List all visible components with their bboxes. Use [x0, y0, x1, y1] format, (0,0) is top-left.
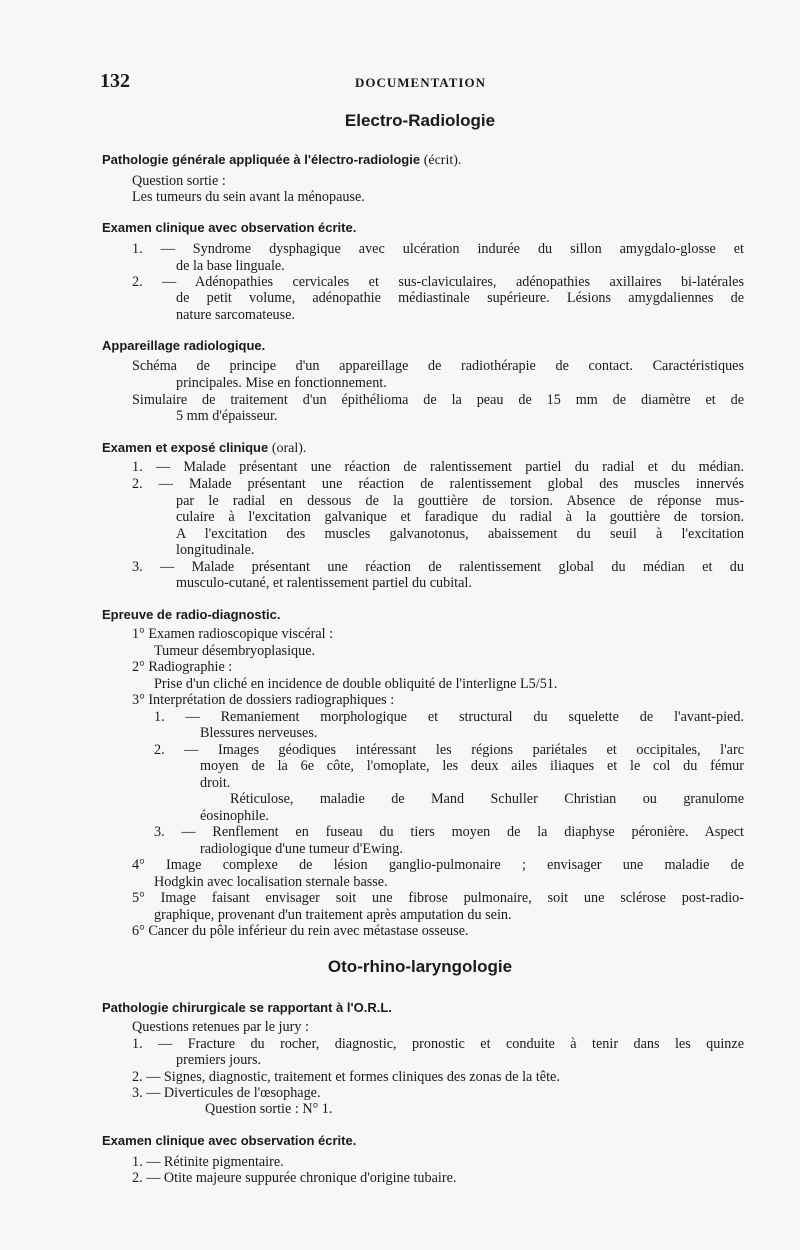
- running-head: DOCUMENTATION: [355, 75, 486, 90]
- list-item-cont: longitudinale.: [176, 542, 255, 558]
- list-item-cont: musculo-cutané, et ralentissement partiel du cubital.: [176, 575, 472, 591]
- list-item-cont: nature sarcomateuse.: [176, 307, 295, 323]
- list-item-cont: par le radial en dessous de la gouttière de torsion. Absence de réponse mus-: [176, 493, 744, 509]
- numbered-item: 5° Image faisant envisager soit une fibrose pulmonaire, soit une sclérose post-radio-: [132, 890, 744, 906]
- list-item-cont: A l'excitation des muscles galvanotonus, abaissement du seuil à l'excitation: [176, 526, 744, 542]
- paragraph: Schéma de principe d'un appareillage de radiothérapie de contact. Caractéristiques: [132, 358, 744, 374]
- list-item: 2. — Adénopathies cervicales et sus-claviculaires, adénopathies axillaires bi-latérales: [132, 274, 744, 290]
- list-item: 1. — Fracture du rocher, diagnostic, pronostic et conduite à tenir dans les quinze: [132, 1036, 744, 1052]
- section-title-electro-radiologie: Electro-Radiologie: [344, 111, 496, 130]
- heading-pathologie-generale: Pathologie générale appliquée à l'électro-radiologie (écrit).: [102, 152, 462, 168]
- numbered-item-cont: Tumeur désembryoplasique.: [154, 643, 316, 659]
- numbered-item: 6° Cancer du pôle inférieur du rein avec métastase osseuse.: [132, 923, 469, 939]
- heading-examen-clinique: Examen clinique avec observation écrite.: [102, 220, 357, 235]
- list-item-cont: culaire à l'excitation galvanique et faradique du radial à la gouttière de torsion.: [176, 509, 744, 525]
- numbered-item-cont: Hodgkin avec localisation sternale basse.: [154, 874, 388, 890]
- section-title-oto-rhino-laryngologie: Oto-rhino-laryngologie: [327, 957, 513, 976]
- list-item: 2. — Otite majeure suppurée chronique d'origine tubaire.: [132, 1170, 457, 1186]
- question-sortie: Question sortie : N° 1.: [205, 1101, 333, 1117]
- sub-item-cont: Réticulose, maladie de Mand Schuller Christian ou granulome: [230, 791, 744, 807]
- numbered-item: 4° Image complexe de lésion ganglio-pulmonaire ; envisager une maladie de: [132, 857, 744, 873]
- list-item-cont: de petit volume, adénopathie médiastinale supérieure. Lésions amygdaliennes de: [176, 290, 744, 306]
- sub-item-cont: moyen de la 6e côte, l'omoplate, les deux ailes iliaques et le col du fémur: [200, 758, 744, 774]
- heading-pathologie-chirurgicale: Pathologie chirurgicale se rapportant à l'O.R.L.: [102, 1000, 392, 1015]
- sub-item: 2. — Images géodiques intéressant les régions pariétales et occipitales, l'arc: [154, 742, 744, 758]
- heading-examen-expose: Examen et exposé clinique (oral).: [102, 440, 307, 456]
- sub-item-cont: radiologique d'une tumeur d'Ewing.: [200, 841, 403, 857]
- list-item: 3. — Malade présentant une réaction de ralentissement global du médian et du: [132, 559, 744, 575]
- page-header: [100, 70, 745, 94]
- sub-item: 3. — Renflement en fuseau du tiers moyen de la diaphyse péronière. Aspect: [154, 824, 744, 840]
- list-item: 1. — Syndrome dysphagique avec ulcération indurée du sillon amygdalo-glosse et: [132, 241, 744, 257]
- list-item: 2. — Signes, diagnostic, traitement et formes cliniques des zonas de la tête.: [132, 1069, 560, 1085]
- numbered-item-cont: Prise d'un cliché en incidence de double obliquité de l'interligne L5/51.: [154, 676, 558, 692]
- numbered-item: 1° Examen radioscopique viscéral :: [132, 626, 334, 642]
- list-item: 3. — Diverticules de l'œsophage.: [132, 1085, 321, 1101]
- questions-label: Questions retenues par le jury :: [132, 1019, 309, 1035]
- list-item-cont: premiers jours.: [176, 1052, 262, 1068]
- sub-item-cont: éosinophile.: [200, 808, 269, 824]
- list-item: 1. — Malade présentant une réaction de ralentissement partiel du radial et du médian.: [132, 459, 744, 475]
- paragraph-cont: principales. Mise en fonctionnement.: [176, 375, 387, 391]
- heading-radio-diagnostic: Epreuve de radio-diagnostic.: [102, 607, 281, 622]
- question-label: Question sortie :: [132, 173, 226, 189]
- numbered-item: 3° Interprétation de dossiers radiographiques :: [132, 692, 395, 708]
- page-number: 132: [100, 70, 130, 92]
- list-item-cont: de la base linguale.: [176, 258, 285, 274]
- question-text: Les tumeurs du sein avant la ménopause.: [132, 189, 365, 205]
- sub-item: 1. — Remaniement morphologique et structural du squelette de l'avant-pied.: [154, 709, 744, 725]
- sub-item-cont: droit.: [200, 775, 231, 791]
- list-item: 2. — Malade présentant une réaction de ralentissement global des muscles innervés: [132, 476, 744, 492]
- paragraph-cont: 5 mm d'épaisseur.: [176, 408, 278, 424]
- sub-item-cont: Blessures nerveuses.: [200, 725, 318, 741]
- paragraph: Simulaire de traitement d'un épithélioma de la peau de 15 mm de diamètre et de: [132, 392, 744, 408]
- heading-appareillage: Appareillage radiologique.: [102, 338, 266, 353]
- numbered-item: 2° Radiographie :: [132, 659, 233, 675]
- list-item: 1. — Rétinite pigmentaire.: [132, 1154, 284, 1170]
- numbered-item-cont: graphique, provenant d'un traitement après amputation du sein.: [154, 907, 512, 923]
- heading-examen-clinique-orl: Examen clinique avec observation écrite.: [102, 1133, 357, 1148]
